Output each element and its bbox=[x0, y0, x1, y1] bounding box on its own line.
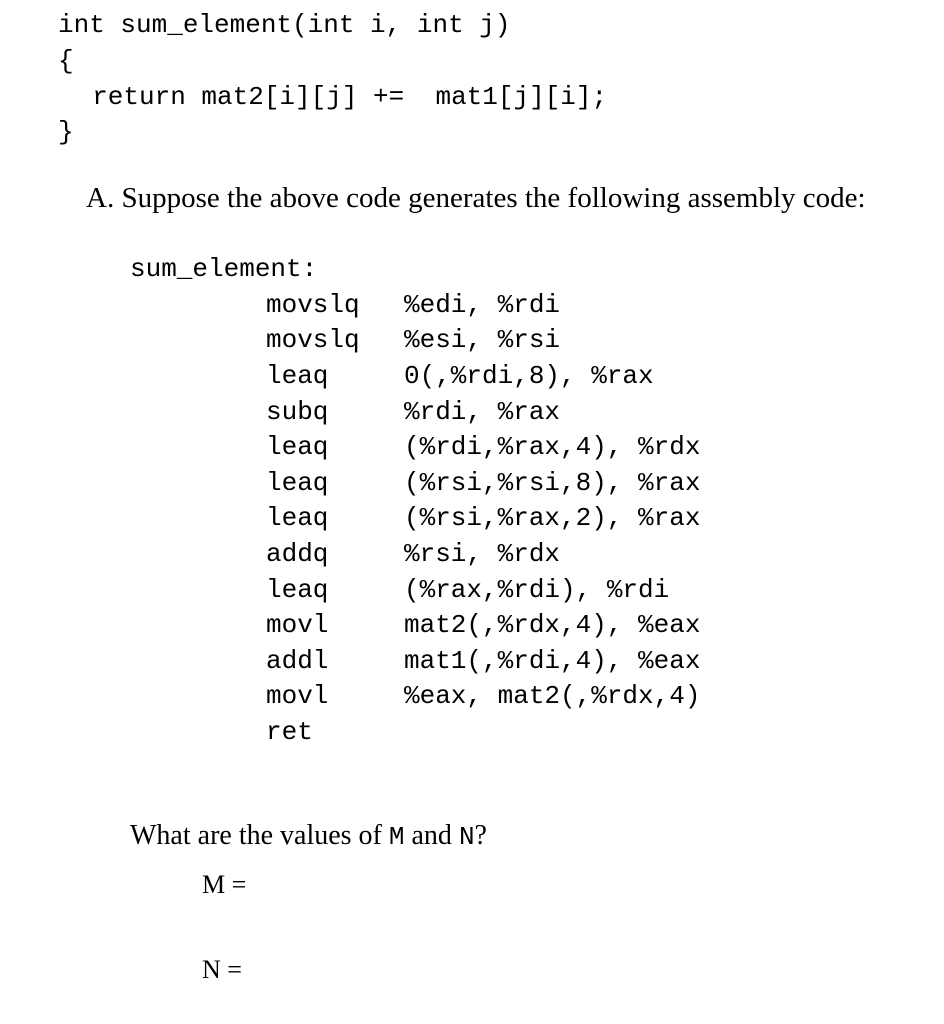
asm-operands: 0(,%rdi,8), %rax bbox=[404, 360, 654, 391]
asm-row bbox=[266, 536, 700, 572]
asm-opcode: leaq bbox=[266, 360, 329, 391]
asm-row bbox=[266, 643, 700, 679]
asm-row bbox=[266, 429, 700, 465]
asm-opcode: leaq bbox=[266, 574, 329, 605]
code-line-signature: int sum_element(int i, int j) bbox=[58, 10, 511, 40]
asm-operands: mat1(,%rdi,4), %eax bbox=[404, 645, 701, 676]
asm-opcode: movslq bbox=[266, 325, 360, 356]
asm-operands: %rsi, %rdx bbox=[404, 538, 561, 569]
asm-opcode: movslq bbox=[266, 289, 360, 320]
asm-row bbox=[266, 572, 700, 608]
prompt-middle: and bbox=[404, 820, 459, 851]
code-line-close-brace: } bbox=[58, 117, 74, 147]
asm-row bbox=[266, 287, 700, 323]
prompt-var-m: M bbox=[388, 822, 405, 852]
prompt-prefix: What are the values of bbox=[130, 820, 389, 851]
answer-m-label: M = bbox=[202, 870, 247, 899]
asm-operands: (%rsi,%rsi,8), %rax bbox=[404, 467, 701, 498]
asm-row bbox=[266, 323, 700, 359]
asm-opcode: ret bbox=[266, 716, 313, 747]
asm-row bbox=[266, 358, 700, 394]
asm-opcode: movl bbox=[266, 610, 329, 641]
asm-operands: %esi, %rsi bbox=[404, 325, 561, 356]
asm-row bbox=[266, 679, 700, 715]
asm-opcode: leaq bbox=[266, 467, 329, 498]
asm-instruction-list bbox=[266, 287, 700, 750]
asm-opcode: leaq bbox=[266, 432, 329, 463]
asm-opcode: addq bbox=[266, 538, 329, 569]
asm-opcode: subq bbox=[266, 396, 329, 427]
asm-opcode: movl bbox=[266, 681, 329, 712]
asm-operands: mat2(,%rdx,4), %eax bbox=[404, 610, 701, 641]
prompt-question bbox=[130, 820, 487, 852]
asm-operands: %rdi, %rax bbox=[404, 396, 561, 427]
asm-function-label: sum_element: bbox=[130, 254, 318, 284]
answer-n-label: N = bbox=[202, 955, 242, 984]
asm-operands: (%rsi,%rax,2), %rax bbox=[404, 503, 701, 534]
asm-operands: %eax, mat2(,%rdx,4) bbox=[404, 681, 701, 712]
code-line-open-brace: { bbox=[58, 46, 74, 76]
asm-row bbox=[266, 607, 700, 643]
asm-operands: (%rax,%rdi), %rdi bbox=[404, 574, 670, 605]
prompt-suffix: ? bbox=[474, 820, 487, 851]
asm-opcode: addl bbox=[266, 645, 329, 676]
question-a-text: A. Suppose the above code generates the following assembly code: bbox=[86, 182, 866, 214]
prompt-var-n: N bbox=[458, 822, 475, 852]
code-line-return: return mat2[i][j] += mat1[j][i]; bbox=[61, 82, 608, 112]
asm-row bbox=[266, 501, 700, 537]
asm-row bbox=[266, 714, 700, 750]
asm-opcode: leaq bbox=[266, 503, 329, 534]
asm-operands: %edi, %rdi bbox=[404, 289, 561, 320]
asm-operands: (%rdi,%rax,4), %rdx bbox=[404, 432, 701, 463]
asm-row bbox=[266, 394, 700, 430]
asm-row bbox=[266, 465, 700, 501]
